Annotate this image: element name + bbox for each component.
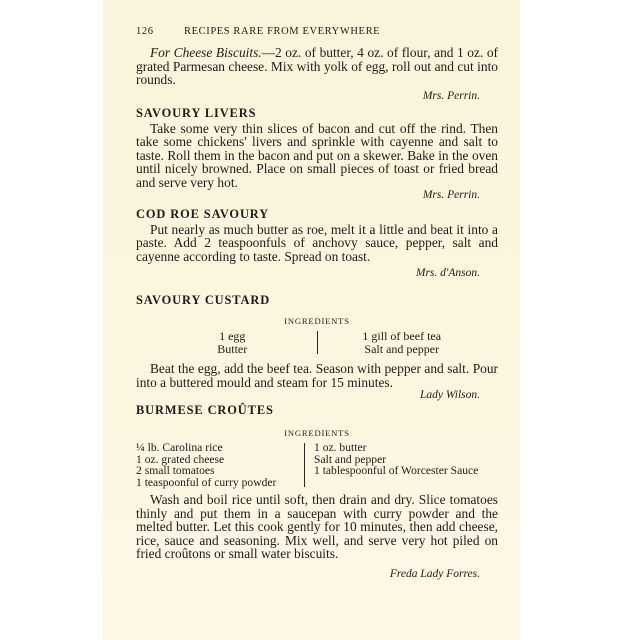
ingredient: 1 oz. grated cheese	[136, 452, 225, 466]
column-divider	[317, 331, 318, 354]
ingredient: Salt and pepper	[364, 342, 440, 356]
ingredients-table	[136, 442, 498, 488]
ingredient: 1 tablespoonful of Worcester Sauce	[314, 464, 479, 478]
ingredients-label: INGREDIENTS	[284, 315, 350, 326]
recipe-burmese-croutes	[136, 404, 498, 581]
ingredients-right-column	[326, 330, 479, 356]
ingredient: 1 teaspoonful of curry powder	[136, 475, 277, 489]
cheese-biscuits-text	[136, 46, 498, 87]
ingredient: Salt and pepper	[314, 452, 387, 466]
ingredient: ¼ lb. Carolina rice	[136, 441, 223, 454]
recipe-cod-roe-savoury	[136, 208, 498, 281]
recipe-title: COD ROE SAVOURY	[136, 207, 270, 221]
recipe-text: Beat the egg, add the beef tea. Season with pepper and salt. Pour into a buttered mould and steam for 15 minutes.	[136, 361, 498, 390]
ingredient: Butter	[217, 342, 248, 356]
recipe-title: SAVOURY CUSTARD	[136, 293, 271, 307]
signature: Mrs. Perrin.	[422, 189, 480, 201]
signature: Lady Wilson.	[419, 389, 480, 401]
recipe-text: Wash and boil rice until soft, then drain and dry. Slice tomatoes thinly and put them in a saucepan with curry powder and the melted butter. Let this cook gently for 10 minutes, then add cheese, rice, sauce and seasoning. Mix well, and serve very hot piled on fried croûtons or small water biscuits.	[136, 492, 498, 562]
book-page	[103, 0, 520, 640]
ingredients-left-column	[156, 330, 309, 356]
ingredients-label: INGREDIENTS	[284, 427, 350, 438]
cheese-biscuits-body: —2 oz. of butter, 4 oz. of flour, and 1 oz. of grated Parmesan cheese. Mix with yolk of egg, roll out and cut into rounds.	[136, 45, 498, 87]
ingredients-right-column	[312, 442, 498, 488]
recipe-savoury-livers	[136, 107, 498, 203]
page-number: 126	[136, 26, 154, 37]
book-title: RECIPES RARE FROM EVERYWHERE	[184, 26, 381, 37]
ingredient: 1 oz. butter	[314, 441, 367, 454]
cheese-biscuits-lead: For Cheese Biscuits.	[150, 45, 262, 60]
signature: Mrs. Perrin.	[422, 89, 480, 102]
recipe-title: BURMESE CROÛTES	[136, 403, 274, 417]
recipe-title: SAVOURY LIVERS	[136, 106, 257, 120]
recipe-text: Put nearly as much butter as roe, melt it a little and beat it into a paste. Add 2 teaspoonfuls of anchovy sauce, pepper, salt and cayenne according to taste. Spread on toast.	[136, 221, 498, 264]
ingredients-left-column	[136, 442, 294, 488]
ingredients-table	[136, 330, 498, 356]
recipe-text: Take some very thin slices of bacon and cut off the rind. Then take some chickens' livers and sprinkle with cayenne and salt to taste. Roll them in the bacon and put on a skewer. Bake in the oven until nicely browned. Place on small pieces of toast or fried bread and serve very hot.	[136, 120, 498, 190]
column-divider	[304, 443, 305, 487]
signature: Mrs. d'Anson.	[415, 267, 480, 279]
ingredient: 1 egg	[219, 329, 246, 343]
cheese-biscuits-section	[136, 46, 498, 103]
ingredient: 1 gill of beef tea	[362, 329, 442, 343]
recipe-savoury-custard	[136, 294, 498, 403]
ingredient: 2 small tomatoes	[136, 464, 215, 478]
signature: Freda Lady Forres.	[389, 567, 480, 580]
